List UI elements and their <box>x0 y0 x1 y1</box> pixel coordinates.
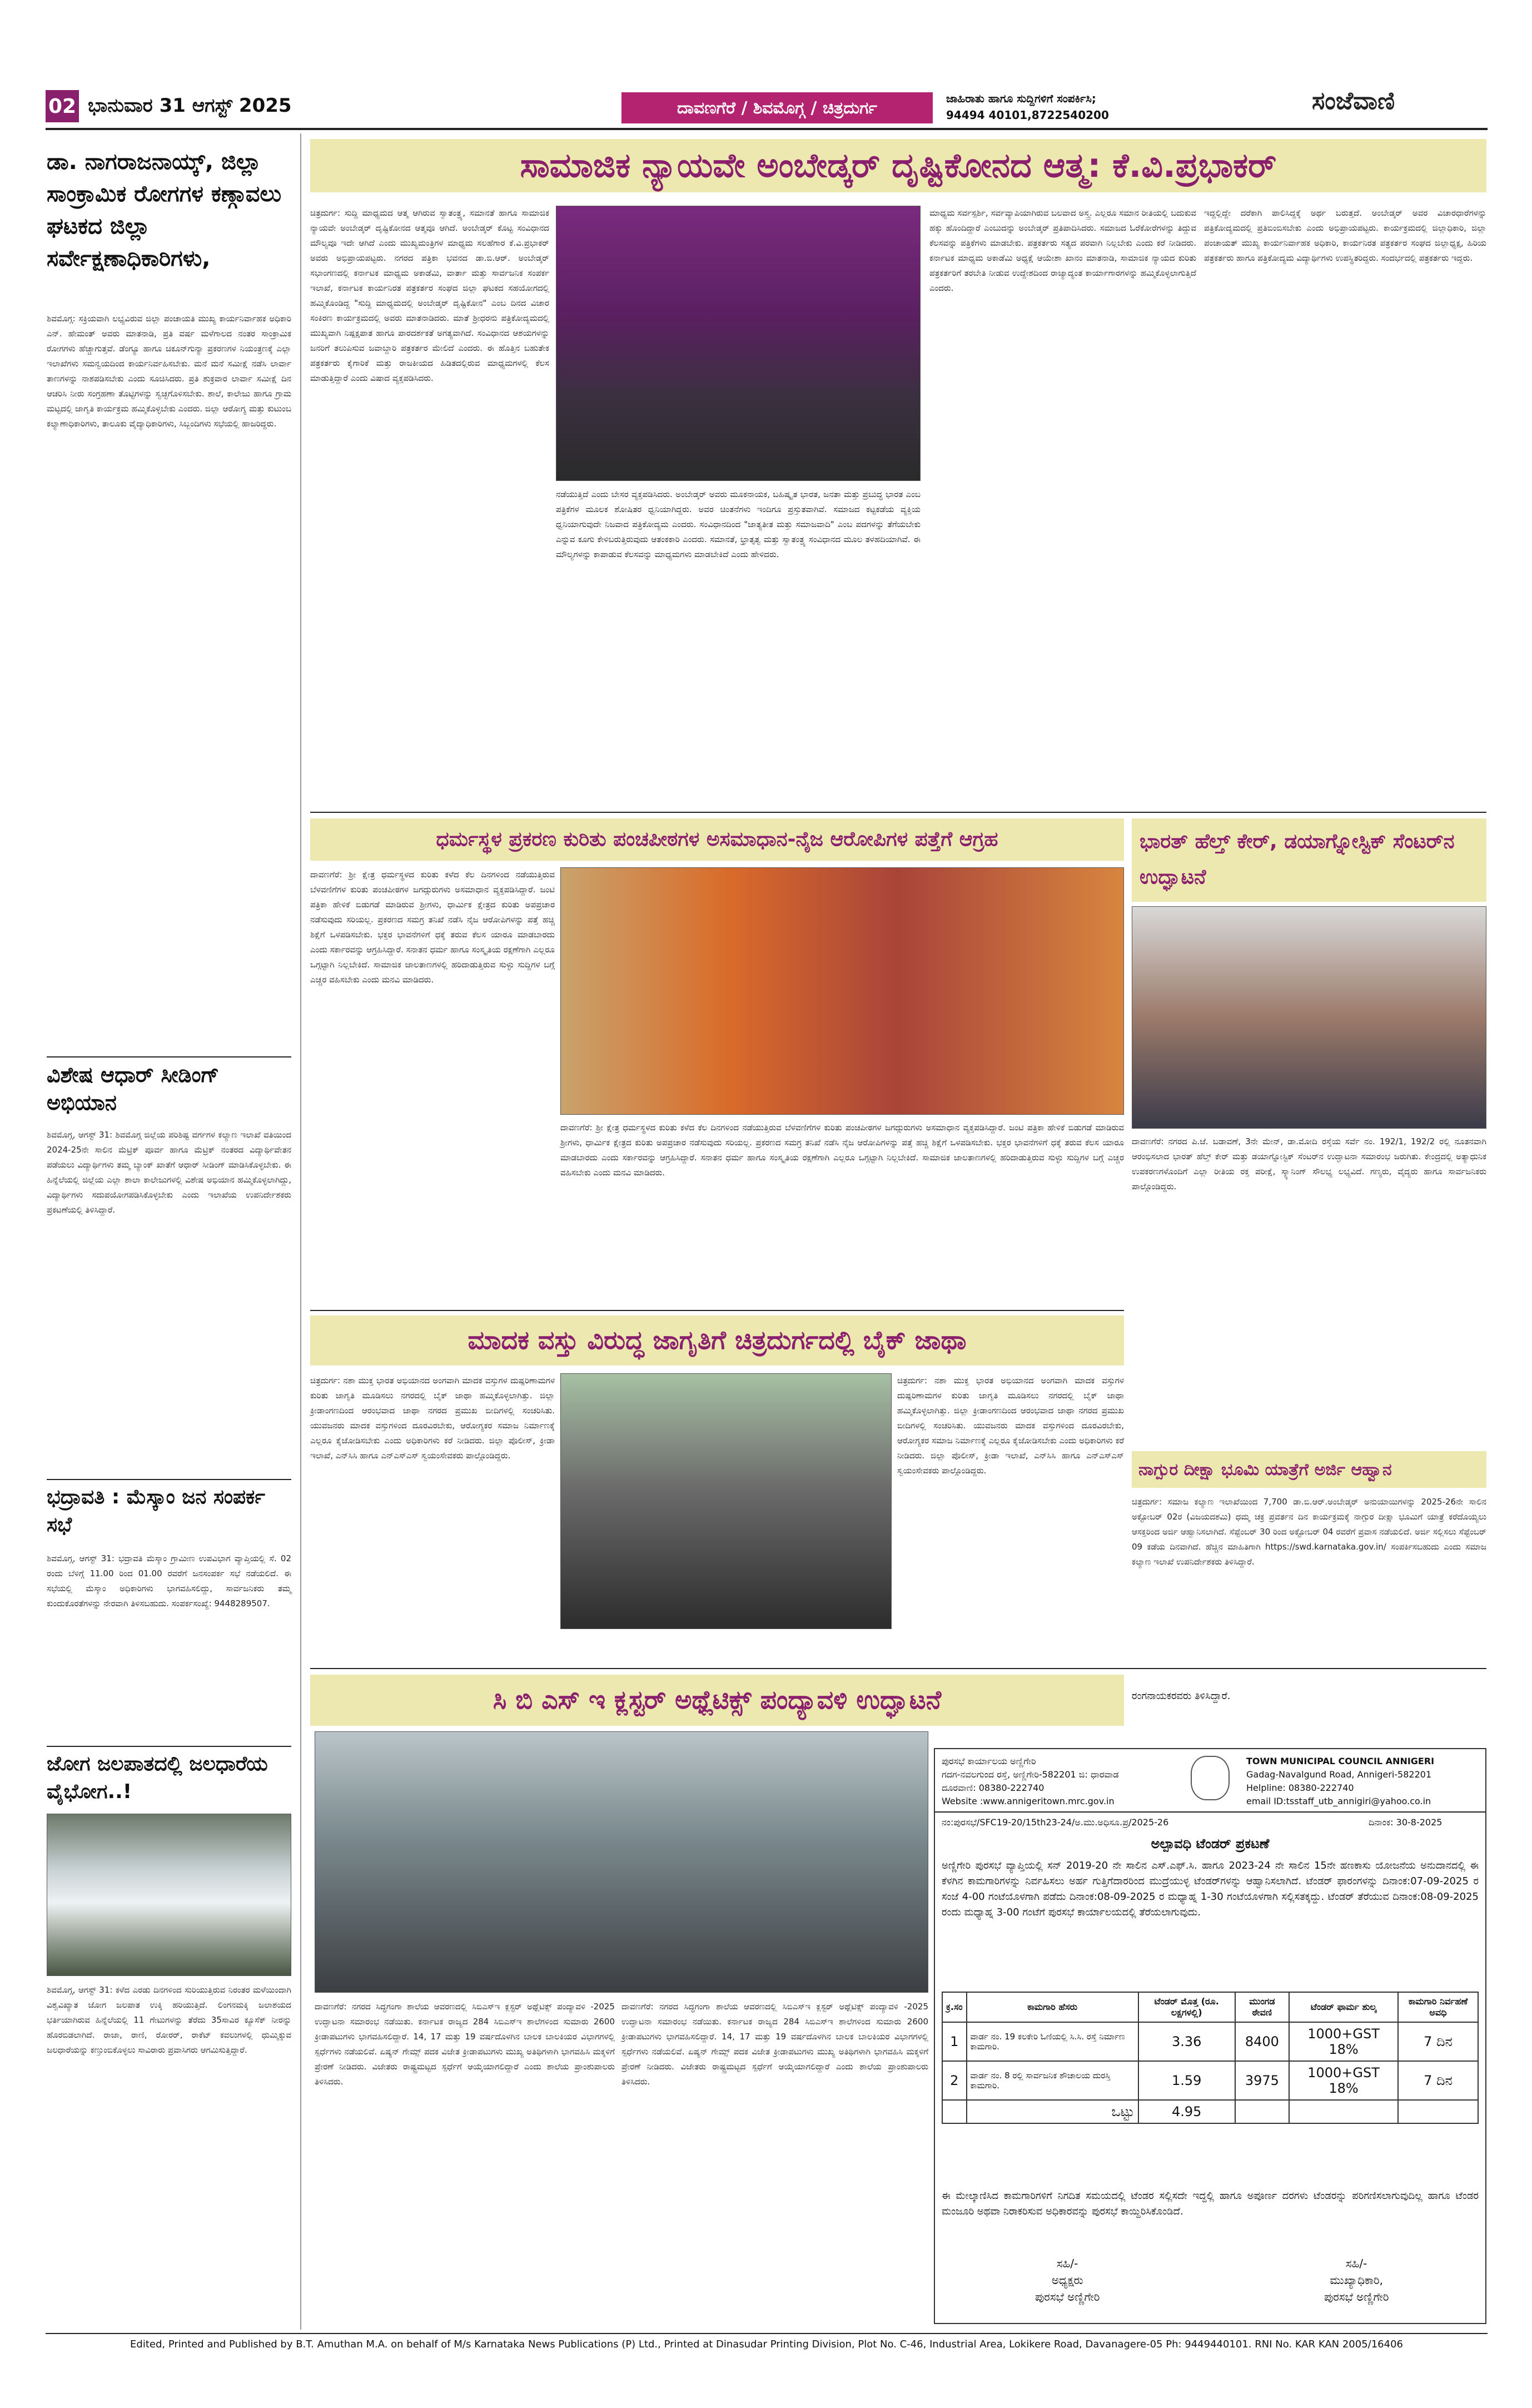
tender-address-kn: ಗದಗ-ನವಲಗುಂದ ರಸ್ತೆ, ಅಣ್ಣಿಗೇರಿ-582201 ಜಿ: ಧಾರವಾಡ <box>942 1769 1119 1780</box>
imprint-line: Edited, Printed and Published by B.T. Amuthan M.A. on behalf of M/s Karnataka News Publications (P) Ltd., Printed at Dinasudar Printing Division, Plot No. C-46, Industrial Area, Lokikere Road, Davanagere-05 Ph: 9449440101. RNI No. KAR KAN 2005/16406 <box>130 2339 1403 2350</box>
lead-body-right-1: ಮಾಧ್ಯಮ ಸರ್ವಸ್ಪರ್ಶಿ, ಸರ್ವವ್ಯಾಪಿಯಾಗಿರುವ ಬಲವಾದ ಅಸ್ತ್ರ. ಎಲ್ಲರೂ ಸಮಾನ ರೀತಿಯಲ್ಲಿ ಬದುಕುವ ಹಕ್ಕು ಹೊಂದಿದ್ದಾರೆ ಎಂಬುದನ್ನು ಅಂಬೇಡ್ಕರ್ ಪ್ರತಿಪಾದಿಸಿದರು. ಸಮಾಜದ ಓರೆಕೋರೆಗಳನ್ನು ತಿದ್ದುವ ಕೆಲಸವನ್ನು ಪತ್ರಿಕೆಗಳು ಮಾಡಬೇಕು. ಪತ್ರಕರ್ತರು ಸತ್ಯದ ಪರವಾಗಿ ನಿಲ್ಲಬೇಕು ಎಂದು ಕರೆ ನೀಡಿದರು. ಕರ್ನಾಟಕ ಮಾಧ್ಯಮ ಅಕಾಡೆಮಿ ಅಧ್ಯಕ್ಷೆ ಆಯೇಶಾ ಖಾನಂ ಮಾತನಾಡಿ, ಸಾಮಾಜಿಕ ನ್ಯಾಯದ ಕುರಿತು ಪತ್ರಕರ್ತರಿಗೆ ತರಬೇತಿ ನೀಡುವ ಉದ್ದೇಶದಿಂದ ರಾಜ್ಯಾದ್ಯಂತ ಕಾರ್ಯಾಗಾರಗಳನ್ನು ಹಮ್ಮಿಕೊಳ್ಳಲಾಗುತ್ತಿದೆ ಎಂದರು. <box>929 208 1199 293</box>
left-body-3: ಶಿವಮೊಗ್ಗ, ಆಗಸ್ಟ್ 31: ಭದ್ರಾವತಿ ಮೆಸ್ಕಾಂ ಗ್ರಾಮೀಣ ಉಪವಿಭಾಗ ವ್ಯಾಪ್ತಿಯಲ್ಲಿ ಸೆ. 02 ರಂದು ಬೆಳಿಗ್ಗೆ 11.00 ರಿಂದ 01.00 ರವರೆಗೆ ಜನಸಂಪರ್ಕ ಸಭೆ ನಡೆಯಲಿದೆ. ಈ ಸಭೆಯಲ್ಲಿ ಮೆಸ್ಕಾಂ ಅಧಿಕಾರಿಗಳು ಭಾಗವಹಿಸಲಿದ್ದು, ಸಾರ್ವಜನಿಕರು ತಮ್ಮ ಕುಂದುಕೊರತೆಗಳನ್ನು ನೇರವಾಗಿ ತಿಳಿಸಬಹುದು. ಸಂಪರ್ಕಸಂಖ್ಯೆ: 9448289507. <box>47 1553 294 1608</box>
left-body-4: ಶಿವಮೊಗ್ಗ, ಆಗಸ್ಟ್ 31: ಕಳೆದ ಎರಡು ದಿನಗಳಿಂದ ಸುರಿಯುತ್ತಿರುವ ನಿರಂತರ ಮಳೆಯಿಂದಾಗಿ ವಿಶ್ವವಿಖ್ಯಾತ ಜೋಗ ಜಲಪಾತ ಉಕ್ಕಿ ಹರಿಯುತ್ತಿದೆ. ಲಿಂಗನಮಕ್ಕಿ ಜಲಾಶಯದ ಭರ್ತಿಯಾಗಿರುವ ಹಿನ್ನೆಲೆಯಲ್ಲಿ 11 ಗೇಟುಗಳನ್ನು ತೆರೆದು 35ಸಾವಿರ ಕ್ಯೂಸೆಕ್ ನೀರನ್ನು ಹೊರಬಿಡಲಾಗಿದೆ. ರಾಜಾ, ರಾಣಿ, ರೋರರ್, ರಾಕೆಟ್ ಕವಲುಗಳಲ್ಲಿ ಧುಮ್ಮಿಕ್ಕುವ ಜಲಧಾರೆಯನ್ನು ಕಣ್ತುಂಬಿಕೊಳ್ಳಲು ಸಾವಿರಾರು ಪ್ರವಾಸಿಗರು ಆಗಮಿಸುತ್ತಿದ್ದಾರೆ. <box>47 1985 294 2055</box>
tender-title-en: TOWN MUNICIPAL COUNCIL ANNIGERI <box>1246 1756 1435 1766</box>
signature-mark: ಸಹಿ/- <box>1346 2257 1367 2270</box>
dharmasthala-body-a: ದಾವಣಗೆರೆ: ಶ್ರೀ ಕ್ಷೇತ್ರ ಧರ್ಮಸ್ಥಳದ ಕುರಿತು ಕಳೆದ ಕೆಲ ದಿನಗಳಿಂದ ನಡೆಯುತ್ತಿರುವ ಬೆಳವಣಿಗೆಗಳ ಕುರಿತು ಪಂಚಪೀಠಗಳ ಜಗದ್ಗುರುಗಳು ಅಸಮಾಧಾನ ವ್ಯಕ್ತಪಡಿಸಿದ್ದಾರೆ. ಜಂಟಿ ಪತ್ರಿಕಾ ಹೇಳಿಕೆ ಬಿಡುಗಡೆ ಮಾಡಿರುವ ಶ್ರೀಗಳು, ಧಾರ್ಮಿಕ ಕ್ಷೇತ್ರದ ಕುರಿತು ಅಪಪ್ರಚಾರ ನಡೆಸುವುದು ಸರಿಯಲ್ಲ. ಪ್ರಕರಣದ ಸಮಗ್ರ ತನಿಖೆ ನಡೆಸಿ ನೈಜ ಆರೋಪಿಗಳನ್ನು ಪತ್ತೆ ಹಚ್ಚಿ ಶಿಕ್ಷೆಗೆ ಒಳಪಡಿಸಬೇಕು. ಭಕ್ತರ ಭಾವನೆಗಳಿಗೆ ಧಕ್ಕೆ ತರುವ ಕೆಲಸ ಯಾರೂ ಮಾಡಬಾರದು ಎಂದು ಸರ್ಕಾರವನ್ನು ಆಗ್ರಹಿಸಿದ್ದಾರೆ. ಸನಾತನ ಧರ್ಮ ಹಾಗೂ ಸಂಸ್ಕೃತಿಯ ರಕ್ಷಣೆಗಾಗಿ ಎಲ್ಲರೂ ಒಗ್ಗಟ್ಟಾಗಿ ನಿಲ್ಲಬೇಕಿದೆ. ಸಾಮಾಜಿಕ ಜಾಲತಾಣಗಳಲ್ಲಿ ಹರಿದಾಡುತ್ತಿರುವ ಸುಳ್ಳು ಸುದ್ದಿಗಳ ಬಗ್ಗೆ ಎಚ್ಚರ ವಹಿಸಬೇಕು ಎಂದು ಮನವಿ ಮಾಡಿದರು. <box>310 870 558 985</box>
dharmasthala-headline: ಧರ್ಮಸ್ಥಳ ಪ್ರಕರಣ ಕುರಿತು ಪಂಚಪೀಠಗಳ ಅಸಮಾಧಾನ-ನೈಜ ಆರೋಪಿಗಳ ಪತ್ತೆಗೆ ಆಗ್ರಹ <box>310 818 1124 861</box>
column-divider-left <box>300 133 301 2330</box>
col-header: ಕಾಮಗಾರಿ ನಿರ್ವಹಣೆ ಅವಧಿ <box>1398 1992 1478 2022</box>
lead-photo <box>556 206 921 481</box>
table-cell <box>1398 2100 1478 2123</box>
table-cell: 7 ದಿನ <box>1398 2061 1478 2100</box>
bike-body-a: ಚಿತ್ರದುರ್ಗ: ನಶಾ ಮುಕ್ತ ಭಾರತ ಅಭಿಯಾನದ ಅಂಗವಾಗಿ ಮಾದಕ ವಸ್ತುಗಳ ದುಷ್ಪರಿಣಾಮಗಳ ಕುರಿತು ಜಾಗೃತಿ ಮೂಡಿಸಲು ನಗರದಲ್ಲಿ ಬೈಕ್ ಜಾಥಾ ಹಮ್ಮಿಕೊಳ್ಳಲಾಗಿತ್ತು. ಜಿಲ್ಲಾ ಕ್ರೀಡಾಂಗಣದಿಂದ ಆರಂಭವಾದ ಜಾಥಾ ನಗರದ ಪ್ರಮುಖ ಬೀದಿಗಳಲ್ಲಿ ಸಂಚರಿಸಿತು. ಯುವಜನರು ಮಾದಕ ವಸ್ತುಗಳಿಂದ ದೂರವಿರಬೇಕು, ಆರೋಗ್ಯಕರ ಸಮಾಜ ನಿರ್ಮಾಣಕ್ಕೆ ಎಲ್ಲರೂ ಕೈಜೋಡಿಸಬೇಕು ಎಂದು ಅಧಿಕಾರಿಗಳು ಕರೆ ನೀಡಿದರು. ಜಿಲ್ಲಾ ಪೊಲೀಸ್, ಕ್ರೀಡಾ ಇಲಾಖೆ, ಎನ್‌ಸಿಸಿ ಹಾಗೂ ಎನ್‌ಎಸ್‌ಎಸ್ ಸ್ವಯಂಸೇವಕರು ಪಾಲ್ಗೊಂಡಿದ್ದರು. <box>310 1376 558 1461</box>
table-cell: 1.59 <box>1138 2061 1235 2100</box>
dharmasthala-body-b: ದಾವಣಗೆರೆ: ಶ್ರೀ ಕ್ಷೇತ್ರ ಧರ್ಮಸ್ಥಳದ ಕುರಿತು ಕಳೆದ ಕೆಲ ದಿನಗಳಿಂದ ನಡೆಯುತ್ತಿರುವ ಬೆಳವಣಿಗೆಗಳ ಕುರಿತು ಪಂಚಪೀಠಗಳ ಜಗದ್ಗುರುಗಳು ಅಸಮಾಧಾನ ವ್ಯಕ್ತಪಡಿಸಿದ್ದಾರೆ. ಜಂಟಿ ಪತ್ರಿಕಾ ಹೇಳಿಕೆ ಬಿಡುಗಡೆ ಮಾಡಿರುವ ಶ್ರೀಗಳು, ಧಾರ್ಮಿಕ ಕ್ಷೇತ್ರದ ಕುರಿತು ಅಪಪ್ರಚಾರ ನಡೆಸುವುದು ಸರಿಯಲ್ಲ. ಪ್ರಕರಣದ ಸಮಗ್ರ ತನಿಖೆ ನಡೆಸಿ ನೈಜ ಆರೋಪಿಗಳನ್ನು ಪತ್ತೆ ಹಚ್ಚಿ ಶಿಕ್ಷೆಗೆ ಒಳಪಡಿಸಬೇಕು. ಭಕ್ತರ ಭಾವನೆಗಳಿಗೆ ಧಕ್ಕೆ ತರುವ ಕೆಲಸ ಯಾರೂ ಮಾಡಬಾರದು ಎಂದು ಸರ್ಕಾರವನ್ನು ಆಗ್ರಹಿಸಿದ್ದಾರೆ. ಸನಾತನ ಧರ್ಮ ಹಾಗೂ ಸಂಸ್ಕೃತಿಯ ರಕ್ಷಣೆಗಾಗಿ ಎಲ್ಲರೂ ಒಗ್ಗಟ್ಟಾಗಿ ನಿಲ್ಲಬೇಕಿದೆ. ಸಾಮಾಜಿಕ ಜಾಲತಾಣಗಳಲ್ಲಿ ಹರಿದಾಡುತ್ತಿರುವ ಸುಳ್ಳು ಸುದ್ದಿಗಳ ಬಗ್ಗೆ ಎಚ್ಚರ ವಹಿಸಬೇಕು ಎಂದು ಮನವಿ ಮಾಡಿದರು. <box>560 1123 1127 1178</box>
table-cell: ಒಟ್ಟು <box>967 2100 1138 2123</box>
tender-address-en: Gadag-Navalgund Road, Annigeri-582201 <box>1246 1769 1432 1780</box>
lead-body-mid: ನಡೆಯುತ್ತಿದೆ ಎಂದು ಬೇಸರ ವ್ಯಕ್ತಪಡಿಸಿದರು. ಅಂಬೇಡ್ಕರ್ ಅವರು ಮೂಕನಾಯಕ, ಬಹಿಷ್ಕೃತ ಭಾರತ, ಜನತಾ ಮತ್ತು ಪ್ರಬುದ್ಧ ಭಾರತ ಎಂಬ ಪತ್ರಿಕೆಗಳ ಮೂಲಕ ಶೋಷಿತರ ಧ್ವನಿಯಾಗಿದ್ದರು. ಅವರ ಚಿಂತನೆಗಳು ಇಂದಿಗೂ ಪ್ರಸ್ತುತವಾಗಿವೆ. ಸಮಾಜದ ಕಟ್ಟಕಡೆಯ ವ್ಯಕ್ತಿಯ ಧ್ವನಿಯಾಗುವುದೇ ನಿಜವಾದ ಪತ್ರಿಕೋದ್ಯಮ ಎಂದರು. ಸಂವಿಧಾನದಿಂದ "ಜಾತ್ಯತೀತ ಮತ್ತು ಸಮಾಜವಾದಿ" ಎಂಬ ಪದಗಳನ್ನು ತೆಗೆಯಬೇಕು ಎನ್ನುವ ಕೂಗು ಕೇಳಿಬರುತ್ತಿರುವುದು ಆತಂಕಕಾರಿ ಎಂದರು. ಸಮಾನತೆ, ಭ್ರಾತೃತ್ವ ಮತ್ತು ಸ್ವಾತಂತ್ರ್ಯ ಸಂವಿಧಾನದ ಮೂಲ ತಳಹದಿಯಾಗಿವೆ. ಈ ಮೌಲ್ಯಗಳನ್ನು ಕಾಪಾಡುವ ಕೆಲಸವನ್ನು ಮಾಧ್ಯಮಗಳು ಮಾಡಬೇಕಿದೆ ಎಂದು ಹೇಳಿದರು. <box>556 489 923 559</box>
left-body-1: ಶಿವಮೊಗ್ಗ: ಸಕ್ರಿಯವಾಗಿ ಲಭ್ಯವಿರುವ ಜಿಲ್ಲಾ ಪಂಚಾಯತಿ ಮುಖ್ಯ ಕಾರ್ಯನಿರ್ವಾಹಕ ಅಧಿಕಾರಿ ಎನ್. ಹೇಮಂತ್ ಅವರು ಮಾತನಾಡಿ, ಪ್ರತಿ ವರ್ಷ ಮಳೆಗಾಲದ ನಂತರ ಸಾಂಕ್ರಾಮಿಕ ರೋಗಗಳು ಹೆಚ್ಚಾಗುತ್ತವೆ. ಡೆಂಗ್ಯೂ ಹಾಗೂ ಚಿಕೂನ್‌ಗುನ್ಯಾ ಪ್ರಕರಣಗಳ ನಿಯಂತ್ರಣಕ್ಕೆ ಎಲ್ಲಾ ಇಲಾಖೆಗಳು ಸಮನ್ವಯದಿಂದ ಕಾರ್ಯನಿರ್ವಹಿಸಬೇಕು. ಮನೆ ಮನೆ ಸಮೀಕ್ಷೆ ನಡೆಸಿ ಲಾರ್ವಾ ತಾಣಗಳನ್ನು ನಾಶಪಡಿಸಬೇಕು ಎಂದು ಸೂಚಿಸಿದರು. ಪ್ರತಿ ಶುಕ್ರವಾರ ಲಾರ್ವಾ ಸಮೀಕ್ಷೆ ದಿನ ಆಚರಿಸಿ ನೀರು ಸಂಗ್ರಹಣಾ ತೊಟ್ಟಿಗಳನ್ನು ಸ್ವಚ್ಛಗೊಳಿಸಬೇಕು. ಶಾಲೆ, ಕಾಲೇಜು ಹಾಗೂ ಗ್ರಾಮ ಮಟ್ಟದಲ್ಲಿ ಜಾಗೃತಿ ಕಾರ್ಯಕ್ರಮ ಹಮ್ಮಿಕೊಳ್ಳಬೇಕು ಎಂದರು. ಜಿಲ್ಲಾ ಆರೋಗ್ಯ ಮತ್ತು ಕುಟುಂಬ ಕಲ್ಯಾಣಾಧಿಕಾರಿಗಳು, ತಾಲೂಕು ವೈದ್ಯಾಧಿಕಾರಿಗಳು, ಸಿಬ್ಬಂದಿಗಳು ಸಭೆಯಲ್ಲಿ ಹಾಜರಿದ್ದರು. <box>47 314 294 429</box>
lead-rule <box>310 812 1486 813</box>
tender-rule <box>935 1811 1485 1813</box>
health-photo <box>1132 906 1486 1129</box>
ad-line-1: ಜಾಹಿರಾತು ಹಾಗೂ ಸುದ್ದಿಗಳಿಗೆ ಸಂಪರ್ಕಿಸಿ; <box>946 92 1096 105</box>
tender-table <box>942 1992 1479 2124</box>
left-headline-1: ಡಾ. ನಾಗರಾಜನಾಯ್ಕ್, ಜಿಲ್ಲಾ ಸಾಂಕ್ರಾಮಿಕ ರೋಗಗಳ ಕಣ್ಗಾವಲು ಘಟಕದ ಜಿಲ್ಲಾ ಸರ್ವೇಕ್ಷಣಾಧಿಕಾರಿಗಳು, <box>47 149 282 271</box>
tender-phone-en: Helpline: 08380-222740 <box>1246 1783 1354 1793</box>
masthead-logo: ಸಂಜೆವಾಣಿ <box>1312 87 1395 115</box>
cbse-byline: ರಂಗನಾಯಕರವರು ತಿಳಿಸಿದ್ದಾರೆ. <box>1132 1690 1231 1702</box>
cbse-photo <box>315 1731 928 1993</box>
nagpur-body: ಚಿತ್ರದುರ್ಗ: ಸಮಾಜ ಕಲ್ಯಾಣ ಇಲಾಖೆಯಿಂದ 7,700 ಡಾ.ಬಿ.ಆರ್.ಅಂಬೇಡ್ಕರ್ ಅನುಯಾಯಿಗಳನ್ನು 2025-26ನೇ ಸಾಲಿನ ಅಕ್ಟೋಬರ್ 02ರ (ವಿಜಯದಶಮಿ) ಧಮ್ಮ ಚಕ್ರ ಪ್ರವರ್ತನ ದಿನ ಕಾರ್ಯಕ್ರಮಕ್ಕೆ ನಾಗ್ಪುರ ದೀಕ್ಷಾ ಭೂಮಿಗೆ ಯಾತ್ರೆ ಕರೆದೊಯ್ಯಲು ಆಸಕ್ತರಿಂದ ಅರ್ಜಿ ಆಹ್ವಾನಿಸಲಾಗಿದೆ. ಸೆಪ್ಟೆಂಬರ್ 30 ರಿಂದ ಅಕ್ಟೋಬರ್ 04 ರವರೆಗೆ ಪ್ರವಾಸ ನಡೆಯಲಿದೆ. ಅರ್ಜಿ ಸಲ್ಲಿಸಲು ಸೆಪ್ಟೆಂಬರ್ 09 ಕಡೆಯ ದಿನವಾಗಿದೆ. ಹೆಚ್ಚಿನ ಮಾಹಿತಿಗಾಗಿ https://swd.karnataka.gov.in/ ಸಂಪರ್ಕಿಸಬಹುದು ಎಂದು ಸಮಾಜ ಕಲ್ಯಾಣ ಇಲಾಖೆ ಉಪನಿರ್ದೇಶಕರು ತಿಳಿಸಿದ್ದಾರೆ. <box>1132 1497 1489 1567</box>
signature-title: ಮುಖ್ಯಾಧಿಕಾರಿ, <box>1330 2273 1384 2287</box>
ad-contact <box>946 90 1202 123</box>
cbse-body-b: ದಾವಣಗೆರೆ: ನಗರದ ಸಿದ್ಧಗಂಗಾ ಶಾಲೆಯ ಆವರಣದಲ್ಲಿ ಸಿಬಿಎಸ್‌ಇ ಕ್ಲಸ್ಟರ್ ಅಥ್ಲೆಟಿಕ್ಸ್ ಪಂದ್ಯಾವಳಿ -2025 ಉದ್ಘಾಟನಾ ಸಮಾರಂಭ ನಡೆಯಿತು. ಕರ್ನಾಟಕ ರಾಜ್ಯದ 284 ಸಿಬಿಎಸ್‌ಇ ಶಾಲೆಗಳಿಂದ ಸುಮಾರು 2600 ಕ್ರೀಡಾಪಟುಗಳು ಭಾಗವಹಿಸಲಿದ್ದಾರೆ. 14, 17 ಮತ್ತು 19 ವರ್ಷದೊಳಗಿನ ಬಾಲಕ ಬಾಲಕಿಯರ ವಿಭಾಗಗಳಲ್ಲಿ ಸ್ಪರ್ಧೆಗಳು ನಡೆಯಲಿವೆ. ಏಷ್ಯನ್ ಗೇಮ್ಸ್ ಪದಕ ವಿಜೇತ ಕ್ರೀಡಾಪಟುಗಳು ಮುಖ್ಯ ಅತಿಥಿಗಳಾಗಿ ಭಾಗವಹಿಸಿ ಮಕ್ಕಳಿಗೆ ಪ್ರೇರಣೆ ನೀಡಿದರು. ವಿಜೇತರು ರಾಷ್ಟ್ರಮಟ್ಟದ ಸ್ಪರ್ಧೆಗೆ ಆಯ್ಕೆಯಾಗಲಿದ್ದಾರೆ ಎಂದು ಶಾಲೆಯ ಪ್ರಾಂಶುಪಾಲರು ತಿಳಿಸಿದರು. <box>621 2002 931 2087</box>
signature-office: ಪುರಸಭೆ ಅಣ್ಣಿಗೇರಿ <box>1035 2290 1100 2303</box>
table-cell <box>1235 2100 1289 2123</box>
jog-falls-photo <box>47 1814 291 1976</box>
page-number: 02 <box>46 90 79 122</box>
ad-line-2: 94494 40101,8722540200 <box>946 108 1109 122</box>
left-rule-3 <box>47 1746 291 1747</box>
bike-rule <box>310 1310 1124 1311</box>
table-cell: 3975 <box>1235 2061 1289 2100</box>
tender-emblem-icon <box>1191 1756 1230 1800</box>
table-row-total <box>942 2100 1478 2123</box>
left-rule-1 <box>47 1056 291 1057</box>
cbse-rule <box>310 1668 1486 1669</box>
health-body: ದಾವಣಗೆರೆ: ನಗರದ ಪಿ.ಜೆ. ಬಡಾವಣೆ, 3ನೇ ಮೇನ್, ಡಾ.ಮೋದಿ ರಸ್ತೆಯ ಸರ್ವೆ ನಂ. 192/1, 192/2 ರಲ್ಲಿ ನೂತನವಾಗಿ ಆರಂಭಿಸಲಾದ ಭಾರತ್ ಹೆಲ್ತ್ ಕೇರ್ ಮತ್ತು ಡಯಾಗ್ನೋಸ್ಟಿಕ್ ಸೆಂಟರ್‌ನ ಉದ್ಘಾಟನಾ ಸಮಾರಂಭ ಜರುಗಿತು. ಕೇಂದ್ರದಲ್ಲಿ ಅತ್ಯಾಧುನಿಕ ಉಪಕರಣಗಳೊಂದಿಗೆ ಎಲ್ಲಾ ರೀತಿಯ ರಕ್ತ ಪರೀಕ್ಷೆ, ಸ್ಕ್ಯಾನಿಂಗ್ ಸೌಲಭ್ಯ ಲಭ್ಯವಿದೆ. ಗಣ್ಯರು, ವೈದ್ಯರು ಹಾಗೂ ಸಾರ್ವಜನಿಕರು ಪಾಲ್ಗೊಂಡಿದ್ದರು. <box>1132 1136 1489 1191</box>
table-cell: 4.95 <box>1138 2100 1235 2123</box>
tender-website: Website :www.annigeritown.mrc.gov.in <box>942 1796 1115 1806</box>
lead-body-left: ಚಿತ್ರದುರ್ಗ: ಸುದ್ದಿ ಮಾಧ್ಯಮದ ಆತ್ಮ ಆಗಿರುವ ಸ್ವಾತಂತ್ರ್ಯ, ಸಮಾನತೆ ಹಾಗೂ ಸಾಮಾಜಿಕ ನ್ಯಾಯವೇ ಅಂಬೇಡ್ಕರ್ ದೃಷ್ಟಿಕೋನದ ಆತ್ಮವೂ ಆಗಿದೆ. ಅಂಬೇಡ್ಕರ್ ಕೊಟ್ಟ ಸಂವಿಧಾನದ ಮೌಲ್ಯವೂ ಇದೇ ಆಗಿದೆ ಎಂದು ಮುಖ್ಯಮಂತ್ರಿಗಳ ಮಾಧ್ಯಮ ಸಲಹೆಗಾರ ಕೆ.ವಿ.ಪ್ರಭಾಕರ್ ಅವರು ಅಭಿಪ್ರಾಯಪಟ್ಟರು. ನಗರದ ಪತ್ರಿಕಾ ಭವನದ ಡಾ.ಬಿ.ಆರ್. ಅಂಬೇಡ್ಕರ್ ಸಭಾಂಗಣದಲ್ಲಿ ಕರ್ನಾಟಕ ಮಾಧ್ಯಮ ಅಕಾಡೆಮಿ, ವಾರ್ತಾ ಮತ್ತು ಸಾರ್ವಜನಿಕ ಸಂಪರ್ಕ ಇಲಾಖೆ, ಕರ್ನಾಟಕ ಕಾರ್ಯನಿರತ ಪತ್ರಕರ್ತರ ಸಂಘದ ಜಿಲ್ಲಾ ಘಟಕದ ಸಹಯೋಗದಲ್ಲಿ ಹಮ್ಮಿಕೊಂಡಿದ್ದ "ಸುದ್ದಿ ಮಾಧ್ಯಮದಲ್ಲಿ ಅಂಬೇಡ್ಕರ್ ದೃಷ್ಟಿಕೋನ" ಎಂಬ ದಿನದ ವಿಚಾರ ಸಂಕಿರಣ ಕಾರ್ಯಕ್ರಮದಲ್ಲಿ ಅವರು ಮಾತನಾಡಿದರು. ಮಾತೆ ಶ್ರೀಧರನು ಪತ್ರಿಕೋದ್ಯಮದಲ್ಲಿ ಮುಖ್ಯವಾಗಿ ನಿಷ್ಪಕ್ಷಪಾತ ಹಾಗೂ ಪಾರದರ್ಶಕತೆ ಅಗತ್ಯವಾಗಿದೆ. ಸಂವಿಧಾನದ ಆಶಯಗಳನ್ನು ಜನರಿಗೆ ತಲುಪಿಸುವ ಜವಾಬ್ದಾರಿ ಪತ್ರಕರ್ತರ ಮೇಲಿದೆ ಎಂದರು. ಈ ಹೊತ್ತಿನ ಬಹುತೇಕ ಪತ್ರಕರ್ತರು ಕೈಗಾರಿಕೆ ಮತ್ತು ರಾಜಕೀಯದ ಹಿಡಿತದಲ್ಲಿರುವ ಮಾಧ್ಯಮಗಳಲ್ಲಿ ಕೆಲಸ ಮಾಡುತ್ತಿದ್ದಾರೆ ಎಂದು ವಿಷಾದ ವ್ಯಕ್ತಪಡಿಸಿದರು. <box>310 208 552 383</box>
tender-notice-title: ಅಲ್ಪಾವಧಿ ಟೆಂಡರ್ ಪ್ರಕಟಣೆ <box>1151 1836 1270 1851</box>
col-header: ಟೆಂಡರ್ ಮೊತ್ತ (ರೂ. ಲಕ್ಷಗಳಲ್ಲಿ) <box>1138 1992 1235 2022</box>
table-cell: 7 ದಿನ <box>1398 2022 1478 2061</box>
table-cell: ವಾರ್ಡ ನಂ. 19 ಕಲಕೇರಿ ಓಣಿಯಲ್ಲಿ ಸಿ.ಸಿ. ರಸ್ತೆ ನಿರ್ಮಾಣ ಕಾಮಗಾರಿ. <box>967 2022 1138 2061</box>
lead-headline: ಸಾಮಾಜಿಕ ನ್ಯಾಯವೇ ಅಂಬೇಡ್ಕರ್ ದೃಷ್ಟಿಕೋನದ ಆತ್ಮ: ಕೆ.ವಿ.ಪ್ರಭಾಕರ್ <box>310 139 1486 192</box>
tender-signature-1 <box>1035 2255 1100 2305</box>
col-header: ಮುಂಗಡ ಠೇವಣಿ <box>1235 1992 1289 2022</box>
header-date: ಭಾನುವಾರ 31 ಆಗಸ್ಟ್ 2025 <box>88 95 292 117</box>
tender-table-header <box>942 1992 1478 2022</box>
left-headline-4: ಜೋಗ ಜಲಪಾತದಲ್ಲಿ ಜಲಧಾರೆಯ ವೈಭೋಗ..! <box>47 1752 268 1803</box>
tender-header-kn <box>942 1755 1186 1808</box>
tender-header-en <box>1246 1755 1480 1808</box>
left-rule-2 <box>47 1479 291 1480</box>
footer-rule <box>46 2333 1488 2334</box>
dharmasthala-photo <box>560 867 1124 1115</box>
left-headline-3: ಭದ್ರಾವತಿ : ಮೆಸ್ಕಾಂ ಜನ ಸಂಪರ್ಕ ಸಭೆ <box>47 1486 265 1536</box>
tender-date: ದಿನಾಂಕ: 30-8-2025 <box>1369 1817 1443 1828</box>
table-row <box>942 2061 1478 2100</box>
lead-body-right-2: ಇದ್ದಲ್ಲಿದ್ದೇ ದರೆಕಾಗಿ ಪಾಲಿಸಿದ್ದಕ್ಕೆ ಅರ್ಥ ಬರುತ್ತದೆ. ಅಂಬೇಡ್ಕರ್ ಅವರ ವಿಚಾರಧಾರೆಗಳನ್ನು ಪತ್ರಿಕೋದ್ಯಮದಲ್ಲಿ ಪ್ರತಿಬಿಂಬಿಸಬೇಕು ಎಂದು ಅಭಿಪ್ರಾಯಪಟ್ಟರು. ಕಾರ್ಯಕ್ರಮದಲ್ಲಿ ಜಿಲ್ಲಾಧಿಕಾರಿ, ಜಿಲ್ಲಾ ಪಂಚಾಯತ್ ಮುಖ್ಯ ಕಾರ್ಯನಿರ್ವಾಹಕ ಅಧಿಕಾರಿ, ಕಾರ್ಯನಿರತ ಪತ್ರಕರ್ತರ ಸಂಘದ ಜಿಲ್ಲಾಧ್ಯಕ್ಷ, ಹಿರಿಯ ಪತ್ರಕರ್ತರು ಹಾಗೂ ಪತ್ರಿಕೋದ್ಯಮ ವಿದ್ಯಾರ್ಥಿಗಳು ಉಪಸ್ಥಿತರಿದ್ದರು. ಸಂದರ್ಭದಲ್ಲಿ ಪತ್ರಕರ್ತರು ಇದ್ದರು. <box>1204 208 1489 263</box>
table-row <box>942 2022 1478 2061</box>
table-cell: 3.36 <box>1138 2022 1235 2061</box>
table-cell: 1 <box>942 2022 967 2061</box>
header-rule <box>46 128 1488 130</box>
col-header: ಕಾಮಗಾರಿ ಹೆಸರು <box>967 1992 1138 2022</box>
health-headline: ಭಾರತ್ ಹೆಲ್ತ್ ಕೇರ್, ಡಯಾಗ್ನೋಸ್ಟಿಕ್ ಸೆಂಟರ್‌ನ ಉದ್ಘಾಟನೆ <box>1132 818 1486 902</box>
bike-body-b: ಚಿತ್ರದುರ್ಗ: ನಶಾ ಮುಕ್ತ ಭಾರತ ಅಭಿಯಾನದ ಅಂಗವಾಗಿ ಮಾದಕ ವಸ್ತುಗಳ ದುಷ್ಪರಿಣಾಮಗಳ ಕುರಿತು ಜಾಗೃತಿ ಮೂಡಿಸಲು ನಗರದಲ್ಲಿ ಬೈಕ್ ಜಾಥಾ ಹಮ್ಮಿಕೊಳ್ಳಲಾಗಿತ್ತು. ಜಿಲ್ಲಾ ಕ್ರೀಡಾಂಗಣದಿಂದ ಆರಂಭವಾದ ಜಾಥಾ ನಗರದ ಪ್ರಮುಖ ಬೀದಿಗಳಲ್ಲಿ ಸಂಚರಿಸಿತು. ಯುವಜನರು ಮಾದಕ ವಸ್ತುಗಳಿಂದ ದೂರವಿರಬೇಕು, ಆರೋಗ್ಯಕರ ಸಮಾಜ ನಿರ್ಮಾಣಕ್ಕೆ ಎಲ್ಲರೂ ಕೈಜೋಡಿಸಬೇಕು ಎಂದು ಅಧಿಕಾರಿಗಳು ಕರೆ ನೀಡಿದರು. ಜಿಲ್ಲಾ ಪೊಲೀಸ್, ಕ್ರೀಡಾ ಇಲಾಖೆ, ಎನ್‌ಸಿಸಿ ಹಾಗೂ ಎನ್‌ಎಸ್‌ಎಸ್ ಸ್ವಯಂಸೇವಕರು ಪಾಲ್ಗೊಂಡಿದ್ದರು. <box>897 1376 1127 1476</box>
bike-photo <box>560 1373 892 1629</box>
cbse-headline: ಸಿ ಬಿ ಎಸ್ ಇ ಕ್ಲಸ್ಟರ್ ಅಥ್ಲೆಟಿಕ್ಸ್ ಪಂದ್ಯಾವಳಿ ಉದ್ಘಾಟನೆ <box>310 1675 1124 1726</box>
col-header: ಟೆಂಡರ್ ಫಾರ್ಮ ಶುಲ್ಕ <box>1289 1992 1398 2022</box>
table-cell <box>1289 2100 1398 2123</box>
edition-band: ದಾವಣಗೆರೆ / ಶಿವಮೊಗ್ಗ / ಚಿತ್ರದುರ್ಗ <box>621 92 933 123</box>
tender-title-kn: ಪುರಸಭೆ ಕಾರ್ಯಾಲಯ ಅಣ್ಣಿಗೇರಿ <box>942 1756 1036 1766</box>
table-cell: 1000+GST 18% <box>1289 2022 1398 2061</box>
tender-phone-kn: ದೂರವಾಣಿ: 08380-222740 <box>942 1783 1044 1793</box>
table-cell: ವಾರ್ಡ ನಂ. 8 ರಲ್ಲಿ ಸಾರ್ವಜನಿಕ ಶೌಚಾಲಯ ದುರಸ್ತಿ ಕಾಮಗಾರಿ. <box>967 2061 1138 2100</box>
table-cell: 2 <box>942 2061 967 2100</box>
tender-notice <box>934 1748 1486 2324</box>
left-headline-2: ವಿಶೇಷ ಆಧಾರ್ ಸೀಡಿಂಗ್ ಅಭಿಯಾನ <box>47 1063 220 1115</box>
left-body-2: ಶಿವಮೊಗ್ಗ, ಆಗಸ್ಟ್ 31: ಶಿವಮೊಗ್ಗ ಜಿಲ್ಲೆಯ ಪರಿಶಿಷ್ಟ ವರ್ಗಗಳ ಕಲ್ಯಾಣ ಇಲಾಖೆ ವತಿಯಿಂದ 2024-25ನೇ ಸಾಲಿನ ಮೆಟ್ರಿಕ್ ಪೂರ್ವ ಹಾಗೂ ಮೆಟ್ರಿಕ್ ನಂತರದ ವಿದ್ಯಾರ್ಥಿವೇತನ ಪಡೆಯಲು ವಿದ್ಯಾರ್ಥಿಗಳು ತಮ್ಮ ಬ್ಯಾಂಕ್ ಖಾತೆಗೆ ಆಧಾರ್ ಸೀಡಿಂಗ್ ಮಾಡಿಸಿಕೊಳ್ಳಬೇಕು. ಈ ಹಿನ್ನೆಲೆಯಲ್ಲಿ ಜಿಲ್ಲೆಯ ಎಲ್ಲಾ ಶಾಲಾ ಕಾಲೇಜುಗಳಲ್ಲಿ ವಿಶೇಷ ಅಭಿಯಾನ ಹಮ್ಮಿಕೊಳ್ಳಲಾಗಿದ್ದು, ವಿದ್ಯಾರ್ಥಿಗಳು ಸದುಪಯೋಗಪಡಿಸಿಕೊಳ್ಳಬೇಕು ಎಂದು ಇಲಾಖೆಯ ಉಪನಿರ್ದೇಶಕರು ಪ್ರಕಟಣೆಯಲ್ಲಿ ತಿಳಿಸಿದ್ದಾರೆ. <box>47 1130 294 1215</box>
tender-footer-note: ಈ ಮೇಲ್ಕಾಣಿಸಿದ ಕಾಮಗಾರಿಗಳಿಗೆ ನಿಗದಿತ ಸಮಯದಲ್ಲಿ ಟೆಂಡರ ಸಲ್ಲಿಸದೇ ಇದ್ದಲ್ಲಿ ಹಾಗೂ ಅಪೂರ್ಣ ದರಗಳು ಟೆಂಡರನ್ನು ಪರಿಗಣಿಸಲಾಗುವುದಿಲ್ಲ ಹಾಗೂ ಟೆಂಡರ ಮಂಜೂರಿ ಅಥವಾ ನಿರಾಕರಿಸುವ ಅಧಿಕಾರವನ್ನು ಪುರಸಭೆ ಕಾಯ್ದಿರಿಸಿಕೊಂಡಿದೆ. <box>942 2190 1479 2217</box>
signature-office: ಪುರಸಭೆ ಅಣ್ಣಿಗೇರಿ <box>1324 2290 1389 2303</box>
tender-signature-2 <box>1324 2255 1389 2305</box>
col-header: ಕ್ರ.ಸಂ <box>942 1992 967 2022</box>
table-cell <box>942 2100 967 2123</box>
signature-title: ಅಧ್ಯಕ್ಷರು <box>1051 2273 1083 2287</box>
signature-mark: ಸಹಿ/- <box>1057 2257 1078 2270</box>
tender-ref: ನಂ:ಪುರಸಭೆ/SFC19-20/15th23-24/ಅ.ಮು.ಅಧಿಸೂ.ಪ್ರ/2025-26 <box>942 1817 1169 1828</box>
cbse-body-a: ದಾವಣಗೆರೆ: ನಗರದ ಸಿದ್ಧಗಂಗಾ ಶಾಲೆಯ ಆವರಣದಲ್ಲಿ ಸಿಬಿಎಸ್‌ಇ ಕ್ಲಸ್ಟರ್ ಅಥ್ಲೆಟಿಕ್ಸ್ ಪಂದ್ಯಾವಳಿ -2025 ಉದ್ಘಾಟನಾ ಸಮಾರಂಭ ನಡೆಯಿತು. ಕರ್ನಾಟಕ ರಾಜ್ಯದ 284 ಸಿಬಿಎಸ್‌ಇ ಶಾಲೆಗಳಿಂದ ಸುಮಾರು 2600 ಕ್ರೀಡಾಪಟುಗಳು ಭಾಗವಹಿಸಲಿದ್ದಾರೆ. 14, 17 ಮತ್ತು 19 ವರ್ಷದೊಳಗಿನ ಬಾಲಕ ಬಾಲಕಿಯರ ವಿಭಾಗಗಳಲ್ಲಿ ಸ್ಪರ್ಧೆಗಳು ನಡೆಯಲಿವೆ. ಏಷ್ಯನ್ ಗೇಮ್ಸ್ ಪದಕ ವಿಜೇತ ಕ್ರೀಡಾಪಟುಗಳು ಮುಖ್ಯ ಅತಿಥಿಗಳಾಗಿ ಭಾಗವಹಿಸಿ ಮಕ್ಕಳಿಗೆ ಪ್ರೇರಣೆ ನೀಡಿದರು. ವಿಜೇತರು ರಾಷ್ಟ್ರಮಟ್ಟದ ಸ್ಪರ್ಧೆಗೆ ಆಯ್ಕೆಯಾಗಲಿದ್ದಾರೆ ಎಂದು ಶಾಲೆಯ ಪ್ರಾಂಶುಪಾಲರು ತಿಳಿಸಿದರು. <box>315 2002 618 2087</box>
table-cell: 8400 <box>1235 2022 1289 2061</box>
tender-notice-body: ಅಣ್ಣಿಗೇರಿ ಪುರಸಭೆ ವ್ಯಾಪ್ತಿಯಲ್ಲಿ ಸನ್ 2019-20 ನೇ ಸಾಲಿನ ಎಸ್.ಎಫ್.ಸಿ. ಹಾಗೂ 2023-24 ನೇ ಸಾಲಿನ 15ನೇ ಹಣಕಾಸು ಯೋಜನೆಯ ಅನುದಾನದಲ್ಲಿ ಈ ಕೆಳಗಿನ ಕಾಮಗಾರಿಗಳನ್ನು ನಿರ್ವಹಿಸಲು ಅರ್ಹ ಗುತ್ತಿಗೆದಾರರಿಂದ ಮುದ್ರೆಯುಳ್ಳ ಟೆಂಡರ್‌ಗಳನ್ನು ಆಹ್ವಾನಿಸಲಾಗಿದೆ. ಟೆಂಡರ್ ಫಾರಂಗಳನ್ನು ದಿನಾಂಕ:07-09-2025 ರ ಸಂಜೆ 4-00 ಗಂಟೆಯೊಳಗಾಗಿ ಪಡೆದು ದಿನಾಂಕ:08-09-2025 ರ ಮಧ್ಯಾಹ್ನ 1-30 ಗಂಟೆಯೊಳಗಾಗಿ ಸಲ್ಲಿಸತಕ್ಕದ್ದು. ಟೆಂಡರ್ ತೆರೆಯುವ ದಿನಾಂಕ:08-09-2025 ರಂದು ಮಧ್ಯಾಹ್ನ 3-00 ಗಂಟೆಗೆ ಪುರಸಭೆ ಕಾರ್ಯಾಲಯದಲ್ಲಿ ತೆರೆಯಲಾಗುವುದು. <box>942 1860 1479 1918</box>
bike-headline: ಮಾದಕ ವಸ್ತು ವಿರುದ್ಧ ಜಾಗೃತಿಗೆ ಚಿತ್ರದುರ್ಗದಲ್ಲಿ ಬೈಕ್ ಜಾಥಾ <box>310 1315 1124 1366</box>
nagpur-headline: ನಾಗ್ಪುರ ದೀಕ್ಷಾ ಭೂಮಿ ಯಾತ್ರೆಗೆ ಅರ್ಜಿ ಆಹ್ವಾನ <box>1132 1451 1486 1488</box>
table-cell: 1000+GST 18% <box>1289 2061 1398 2100</box>
tender-email-en: email ID:tsstaff_utb_annigiri@yahoo.co.in <box>1246 1796 1431 1806</box>
